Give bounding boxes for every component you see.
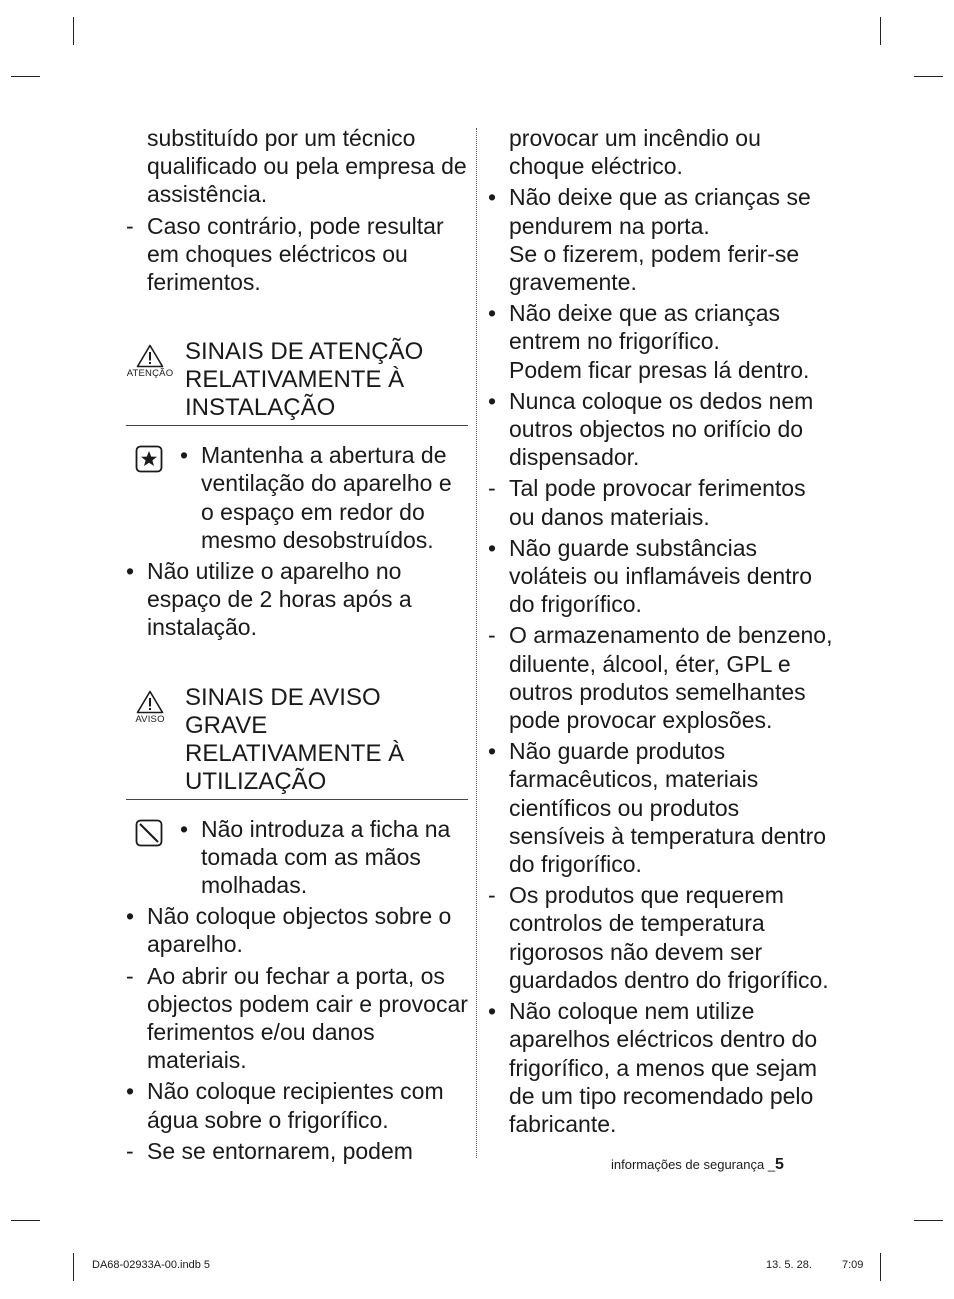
warning-badge [122, 690, 178, 725]
warning-triangle-icon [136, 690, 164, 714]
star-in-square-icon [135, 445, 163, 473]
crop-mark [914, 76, 943, 77]
list-item: • Não introduza a ficha na tomada com as mãos molhadas. [180, 815, 451, 899]
list-item: - Os produtos que requerem controlos de temperatura rigorosos não devem ser guardados dentro do frigorífico. [488, 882, 829, 993]
section-heading-usage [126, 684, 468, 800]
list-item: provocar um incêndio ou choque eléctrico. [509, 125, 761, 180]
list-item: • Não deixe que as crianças se pendurem na porta. Se o fizerem, podem ferir-se gravemente. [488, 184, 811, 296]
icon-row [126, 815, 468, 900]
list-item: • Não coloque nem utilize aparelhos eléctricos dentro do frigorífico, a menos que sejam de um tipo recomendado pelo fabricante. [488, 998, 818, 1137]
crop-mark [11, 76, 40, 77]
section-title: SINAIS DE ATENÇÃO RELATIVAMENTE À INSTALAÇÃO [185, 338, 424, 422]
crop-mark [914, 1220, 943, 1221]
list-item: - Ao abrir ou fechar a porta, os objectos podem cair e provocar ferimentos e/ou danos materiais. [126, 962, 468, 1074]
right-column [488, 124, 833, 1138]
footer-section-name: informações de segurança _ [611, 1157, 776, 1172]
icon-row [126, 441, 468, 554]
section-title: SINAIS DE AVISO GRAVE RELATIVAMENTE À UTILIZAÇÃO [185, 683, 405, 795]
list-item: • Não coloque recipientes com água sobre o frigorífico. [126, 1078, 444, 1133]
badge-label: ATENÇÃO [126, 368, 174, 380]
list-item: • Não coloque objectos sobre o aparelho. [126, 903, 452, 958]
list-item: • Não utilize o aparelho no espaço de 2 horas após a instalação. [126, 558, 412, 641]
crop-mark [880, 17, 881, 45]
list-item: - Tal pode provocar ferimentos ou danos materiais. [488, 475, 806, 530]
list-item: • Mantenha a abertura de ventilação do aparelho e o espaço em redor do mesmo desobstruídos. [180, 442, 452, 553]
print-slug-file: DA68-02933A-00.indb 5 [92, 1259, 211, 1271]
left-column [126, 124, 468, 1165]
list-item: • Não guarde substâncias voláteis ou inflamáveis dentro do frigorífico. [488, 534, 812, 618]
page-footer [611, 1156, 784, 1174]
warning-triangle-icon [136, 344, 164, 368]
column-divider [476, 128, 477, 1158]
crop-mark [73, 17, 74, 45]
list-item: - Se se entornarem, podem [126, 1137, 413, 1164]
badge-label: AVISO [135, 713, 165, 725]
list-item: • Nunca coloque os dedos nem outros objectos no orifício do dispensador. [488, 387, 814, 471]
list-item: - Caso contrário, pode resultar em choques eléctricos ou ferimentos. [126, 212, 444, 296]
crop-mark [73, 1253, 74, 1281]
list-item: • Não deixe que as crianças entrem no frigorífico. Podem ficar presas lá dentro. [488, 300, 810, 383]
section-heading-installation [126, 338, 468, 426]
list-item: • Não guarde produtos farmacêuticos, materiais científicos ou produtos sensíveis à temperatura dentro do frigorífico. [488, 738, 827, 878]
print-slug-date: 13. 5. 28. [766, 1259, 812, 1271]
page-number: 5 [775, 1156, 784, 1173]
crop-mark [880, 1253, 881, 1281]
list-item: substituído por um técnico qualificado ou pela empresa de assistência. [147, 125, 467, 208]
prohibition-square-icon [135, 819, 163, 847]
list-item: - O armazenamento de benzeno, diluente, álcool, éter, GPL e outros produtos semelhantes pode provocar explosões. [488, 622, 833, 734]
print-slug-time: 7:09 [842, 1259, 864, 1271]
warning-badge [122, 344, 178, 379]
crop-mark [11, 1220, 40, 1221]
